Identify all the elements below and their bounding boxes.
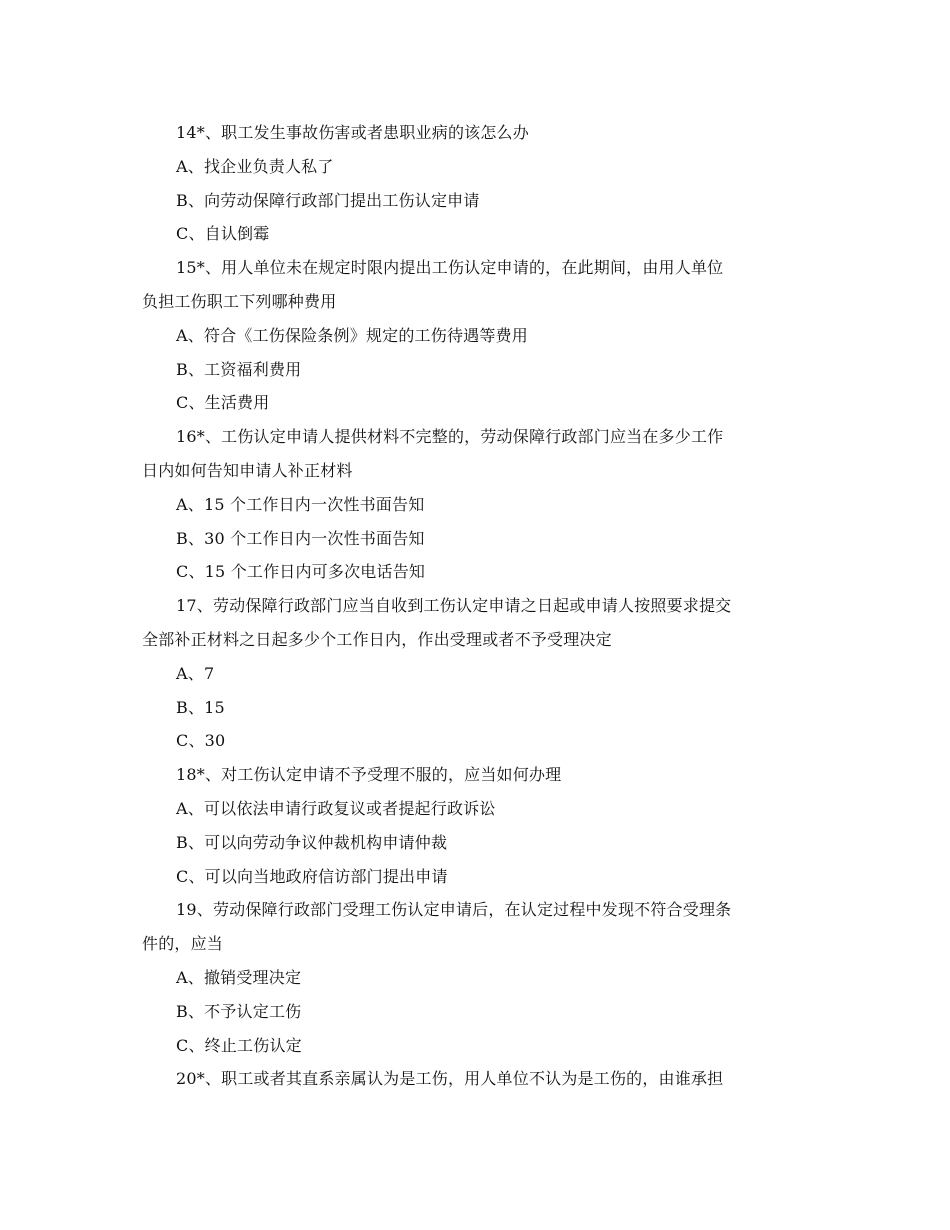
option-14-b: B、向劳动保障行政部门提出工伤认定申请 [176,190,480,210]
question-16-line-1: 16*、工伤认定申请人提供材料不完整的，劳动保障行政部门应当在多少工作 [176,427,724,447]
option-19-a: A、撤销受理决定 [176,967,302,987]
option-17-b: B、15 [176,697,225,717]
option-16-c: C、15 个工作日内可多次电话告知 [176,562,426,582]
option-19-b: B、不予认定工伤 [176,1001,302,1021]
option-15-c: C、生活费用 [176,393,270,413]
option-19-c: C、终止工伤认定 [176,1035,302,1055]
question-19-line-1: 19、劳动保障行政部门受理工伤认定申请后，在认定过程中发现不符合受理条 [176,900,732,920]
option-18-b: B、可以向劳动争议仲裁机构申请仲裁 [176,832,448,852]
option-15-a: A、符合《工伤保险条例》规定的工伤待遇等费用 [176,325,528,345]
option-15-b: B、工资福利费用 [176,359,302,379]
option-17-c: C、30 [176,731,226,751]
option-14-a: A、找企业负责人私了 [176,156,334,176]
question-18: 18*、对工伤认定申请不予受理不服的，应当如何办理 [176,765,562,785]
question-14: 14*、职工发生事故伤害或者患职业病的该怎么办 [176,123,529,142]
question-17-line-1: 17、劳动保障行政部门应当自收到工伤认定申请之日起或申请人按照要求提交 [176,596,732,616]
question-20: 20*、职工或者其直系亲属认为是工伤，用人单位不认为是工伤的，由谁承担 [176,1069,724,1089]
question-15 [142,251,810,319]
question-15-line-1: 15*、用人单位未在规定时限内提出工伤认定申请的，在此期间，由用人单位 [176,258,724,278]
question-16 [142,420,810,488]
question-17 [142,589,810,657]
option-16-a: A、15 个工作日内一次性书面告知 [176,494,425,514]
option-14-c: C、自认倒霉 [176,224,270,244]
option-17-a: A、7 [176,663,215,683]
question-17-line-2: 全部补正材料之日起多少个工作日内，作出受理或者不予受理决定 [142,629,612,649]
question-19 [142,893,810,961]
question-19-line-2: 件的，应当 [142,934,224,954]
option-18-c: C、可以向当地政府信访部门提出申请 [176,866,448,886]
option-18-a: A、可以依法申请行政复议或者提起行政诉讼 [176,798,496,818]
question-16-line-2: 日内如何告知申请人补正材料 [142,460,353,480]
document-body [142,116,810,1096]
option-16-b: B、30 个工作日内一次性书面告知 [176,528,425,548]
question-15-line-2: 负担工伤职工下列哪种费用 [142,291,337,311]
